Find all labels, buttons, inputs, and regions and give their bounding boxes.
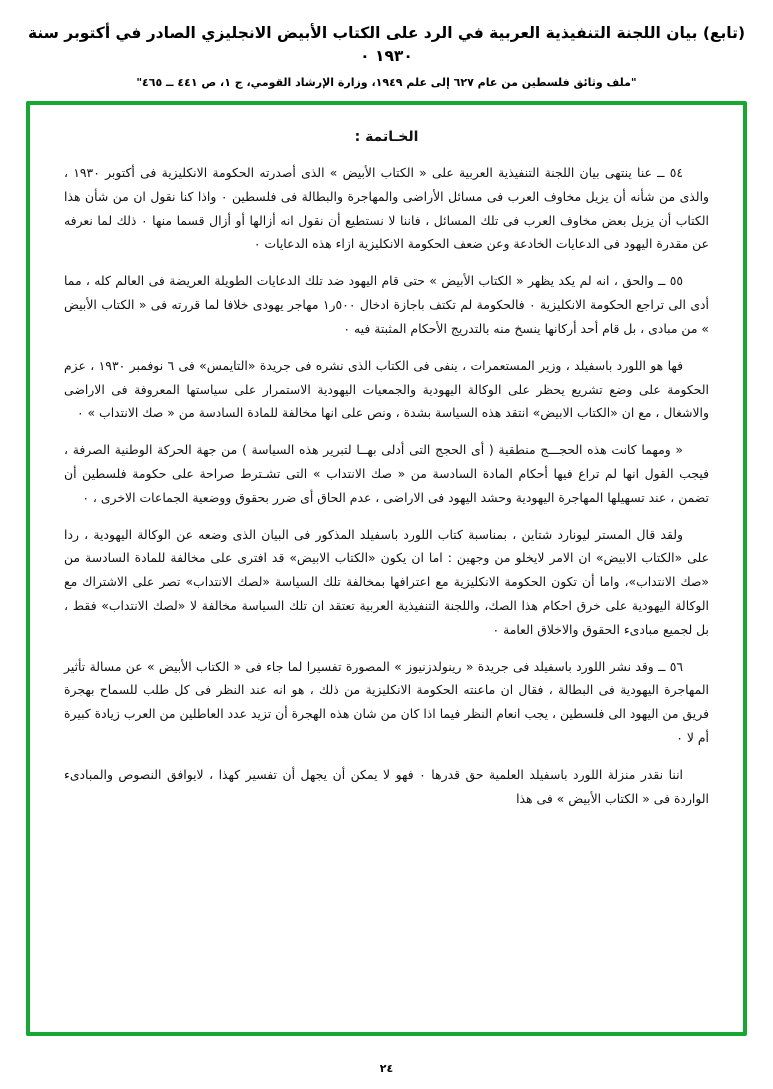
document-header [26,22,747,91]
paragraph: ٥٦ ــ وقد نشر اللورد باسفيلد فى جريدة « رينولدزنيوز » المصورة تفسيرا لما جاء فى « الكتاب الأبيض » عن مسالة تأثير المهاجرة اليهودية فى البطالة ، فقال ان ماعنته الحكومة الانكليزية من ذلك ، هو انه عند النظر فى كل طلب للسماح بهجرة فريق من اليهود الى فلسطين ، يجب انعام النظر فيما اذا كان من شان هذه الهجرة أن تزيد عدد العاطلين من العرب زيادة كبيرة أم لا ٠ [64,658,709,746]
paragraph: اننا نقدر منزلة اللورد باسفيلد العلمية حق قدرها ٠ فهو لا يمكن أن يجهل أن تفسير كهذا ، لايوافق النصوص والمبادىء الواردة فى « الكتاب الأبيض » فى هذا [64,766,709,806]
paragraph: ٥٥ ــ والحق ، انه لم يكد يظهر « الكتاب الأبيض » حتى قام اليهود ضد تلك الدعايات الطويلة العريضة فى العالم كله ، مما أدى الى تراجع الحكومة الانكليزية ٠ فالحكومة لم تكتف باجازة ادخال ٥٠٠ر١ مهاجر يهودى خلافا لما قررته فى « الكتاب الأبيض » من مبادى ، بل قام أحد أركانها ينسخ منه بالتدريج الأحكام المثبتة فيه ٠ [64,273,709,336]
section-heading: الخـاتمة : [354,129,419,145]
content-frame [26,101,747,1036]
paragraph: ٥٤ ــ عنا ينتهى بيان اللجنة التنفيذية العربية على « الكتاب الأبيض » الذى أصدرته الحكومة الانكليزية فى أكتوبر ١٩٣٠ ، والذى من شأنه أن يزيل مخاوف العرب فى مسائل الأراضى والمهاجرة والبطالة فى فلسطين ٠ واذا كنا نقول ان من شأن هذا الكتاب أن يزيل بعض مخاوف العرب فى تلك المسائل ، فاننا لا نستطيع أن نقول انه أزالها أو أزال قسما منها ٠ ذلك لما نعرفه عن مقدرة اليهود فى الدعايات الخادعة وعن ضعف الحكومة الانكليزية ازاء هذه الدعايات ٠ [64,165,709,252]
page-title: (تابع) بيان اللجنة التنفيذية العربية في الرد على الكتاب الأبيض الانجليزي الصادر في أكتوبر سنة ١٩٣٠ ٠ [27,24,746,66]
paragraph: ولقد قال المستر ليونارد شتاين ، بمناسبة كتاب اللورد باسفيلد المذكور فى البيان الذى وضعه عن الوكالة اليهودية ، ردا على «الكتاب الابيض» ان الامر لايخلو من وجهين : اما ان يكون «الكتاب الابيض» قد افترى على مخالفة للمادة السادسة من «صك الانتداب»، واما أن تكون الحكومة الانكليزية مع اعترافها بمخالفة تلك السياسة «لصك الانتداب» تصر على الاشتراك مع الوكالة اليهودية على خرق احكام هذا الصك، واللجنة التنفيذية العربية تعتقد ان تلك السياسة مخالفة لا «لصك الانتداب» فقط ، بل لجميع مبادىء الحقوق والاخلاق العامة ٠ [64,526,709,637]
source-citation: "ملف وثائق فلسطين من عام ٦٢٧ إلى علم ١٩٤٩، وزارة الإرشاد القومي، ج ١، ص ٤٤١ ــ ٤٦٥" [136,75,637,89]
paragraph: فها هو اللورد باسفيلد ، وزير المستعمرات ، ينفى فى الكتاب الذى نشره فى جريدة «التايمس» فى ٦ نوفمبر ١٩٣٠ ، عزم الحكومة على وضع تشريع يحظر على الوكالة اليهودية والجمعيات اليهودية الاستمرار على سياستها المعروفة فى الاراضى والاشغال ، مع ان «الكتاب الابيض» انتقد هذه السياسة بشدة ، ونص على انها مخالفة للمادة السادسة من « صك الانتداب » ٠ [64,357,709,421]
page-number: ٢٤ [379,1062,394,1075]
paragraph: « ومهما كانت هذه الحجـــج منطقية ( أى الحجج التى أدلى بهــا لتبرير هذه السياسة ) من جهة الحركة الوطنية الصرفة ، فيجب القول انها لم تراع فيها أحكام المادة السادسة من « صك الانتداب » التى تشـترط صراحة على حكومة فلسطين أن تضمن ، عند تسهيلها المهاجرة اليهودية وحشد اليهود فى الاراضى ، عدم الحاق أى ضرر بحقوق ووضعية الجماعات الاخرى ، ٠ [64,442,709,505]
